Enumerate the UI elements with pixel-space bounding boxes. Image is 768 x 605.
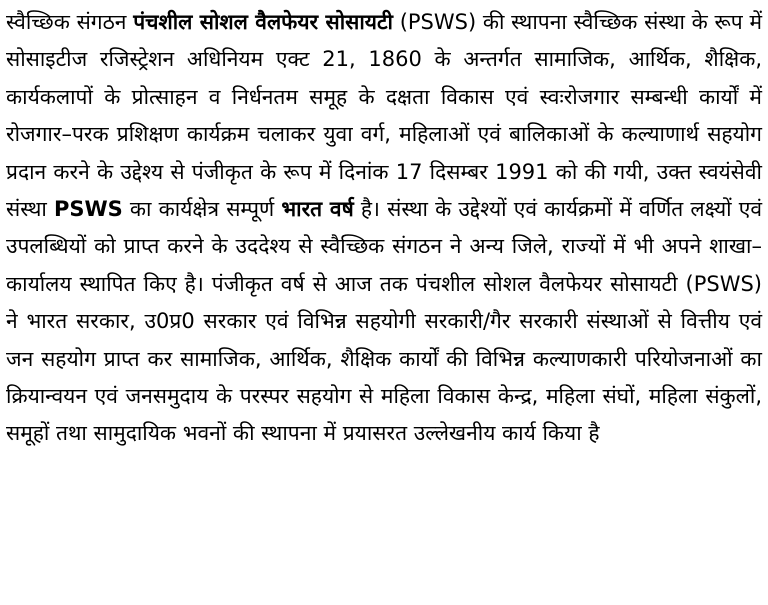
text-segment: है। संस्था के उद्देश्यों एवं कार्यक्रमों में वर्णित लक्ष्यों एवं उपलब्धियों को प्राप्त करने के उददेश्य से स्वैच्छिक संगठन ने अन्य जिले, राज्यों में भी अपने शाखा–कार्यालय स्थापित किए है। पंजीकृत वर्ष से आज तक पंचशील सोशल वैलफेयर सोसायटी (PSWS) ने भारत सरकार, उ0प्र0 सरकार एवं विभिन्न सहयोगी सरकारी/गैर सरकारी संस्थाओं से वित्तीय एवं जन सहयोग प्राप्त कर सामाजिक, आर्थिक, शैक्षिक कार्यों की विभिन्न कल्याणकारी परियोजनाओं का क्रियान्वयन एवं जनसमुदाय के परस्पर सहयोग से महिला विकास केन्द्र, महिला संघों, महिला संकुलों, समूहों तथा सामुदायिक भवनों की स्थापना में प्रयासरत उल्लेखनीय कार्य किया है [6, 197, 763, 446]
region-bold: भारत वर्ष [281, 197, 354, 222]
acronym-bold: PSWS [53, 197, 123, 222]
text-segment: (PSWS) की स्थापना स्वैच्छिक संस्था के रूप में सोसाइटीज रजिस्ट्रेशन अधिनियम एक्ट 21, 1860 के अन्तर्गत सामाजिक, आर्थिक, शैक्षिक, कार्यकलापों के प्रोत्साहन व निर्धनतम समूह के दक्षता विकास एवं स्वःरोजगार सम्बन्धी कार्यों में रोजगार–परक प्रशिक्षण कार्यक्रम चलाकर युवा वर्ग, महिलाओं एवं बालिकाओं के कल्याणार्थ सहयोग प्रदान करने के उद्देश्य से पंजीकृत के रूप में दिनांक 17 दिसम्बर 1991 को की गयी, उक्त स्वयंसेवी संस्था [6, 10, 763, 222]
body-paragraph [6, 4, 762, 453]
text-segment: का कार्यक्षेत्र सम्पूर्ण [122, 197, 282, 222]
text-segment: स्वैच्छिक संगठन [6, 10, 134, 34]
organization-name-bold: पंचशील सोशल वैलफेयर सोसायटी [133, 10, 393, 34]
document-body [6, 4, 762, 453]
